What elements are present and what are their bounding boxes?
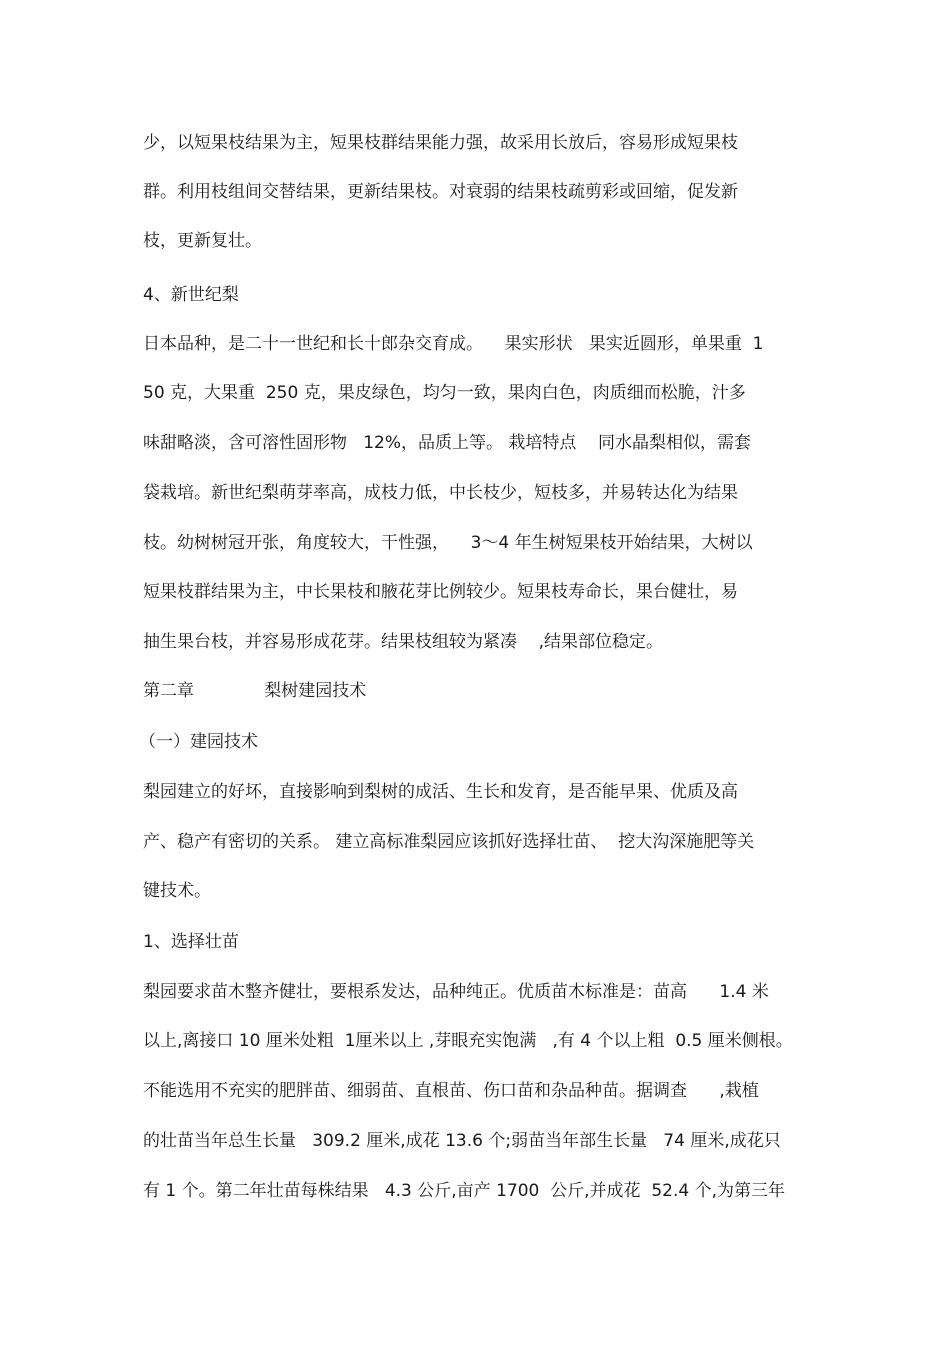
text-line: 少，以短果枝结果为主，短果枝群结果能力强，故采用长放后，容易形成短果枝: [143, 133, 738, 153]
text-line: 键技术。: [143, 881, 211, 901]
text-line: 味甜略淡，含可溶性固形物 12%，品质上等。 栽培特点 同水晶梨相似，需套: [143, 433, 752, 453]
text-line: 梨园要求苗木整齐健壮，要根系发达，品种纯正。优质苗木标准是：苗高 1.4 米: [143, 982, 769, 1002]
text-line: 袋栽培。新世纪梨萌芽率高，成枝力低，中长枝少，短枝多，并易转达化为结果: [143, 483, 738, 503]
text-line: 50 克，大果重 250 克，果皮绿色，均匀一致，果肉白色，肉质细而松脆，汁多: [143, 383, 746, 403]
text-line: 枝，更新复壮。: [143, 231, 262, 251]
text-line: 日本品种，是二十一世纪和长十郎杂交育成。 果实形状 果实近圆形，单果重 1: [143, 334, 764, 354]
text-line: 短果枝群结果为主，中长果枝和腋花芽比例较少。短果枝寿命长，果台健壮，易: [143, 582, 738, 602]
subsection-heading: （一）建园技术: [139, 732, 258, 752]
chapter-heading: 第二章 梨树建园技术: [143, 681, 367, 701]
section-heading: 1、选择壮苗: [143, 932, 239, 952]
text-line: 抽生果台枝，并容易形成花芽。结果枝组较为紧凑 ,结果部位稳定。: [143, 632, 664, 652]
text-line: 群。利用枝组间交替结果，更新结果枝。对衰弱的结果枝疏剪彩或回缩，促发新: [143, 182, 738, 202]
section-heading: 4、新世纪梨: [143, 285, 239, 305]
text-line: 产、稳产有密切的关系。 建立高标准梨园应该抓好选择壮苗、 挖大沟深施肥等关: [143, 832, 755, 852]
text-line: 梨园建立的好坏，直接影响到梨树的成活、生长和发育，是否能早果、优质及高: [143, 782, 738, 802]
text-line: 有 1 个。第二年壮苗每株结果 4.3 公斤,亩产 1700 公斤,并成花 52.4 个,为第三年: [143, 1181, 786, 1201]
text-line: 不能选用不充实的肥胖苗、细弱苗、直根苗、伤口苗和杂品种苗。据调查 ,栽植: [143, 1081, 759, 1101]
text-line: 的壮苗当年总生长量 309.2 厘米,成花 13.6 个;弱苗当年部生长量 74 厘米,成花只: [143, 1131, 781, 1151]
text-line: 以上,离接口 10 厘米处粗 1厘米以上 ,芽眼充实饱满 ,有 4 个以上粗 0.5 厘米侧根。: [143, 1031, 793, 1051]
text-line: 枝。幼树树冠开张，角度较大，干性强， 3～4 年生树短果枝开始结果，大树以: [143, 533, 753, 553]
